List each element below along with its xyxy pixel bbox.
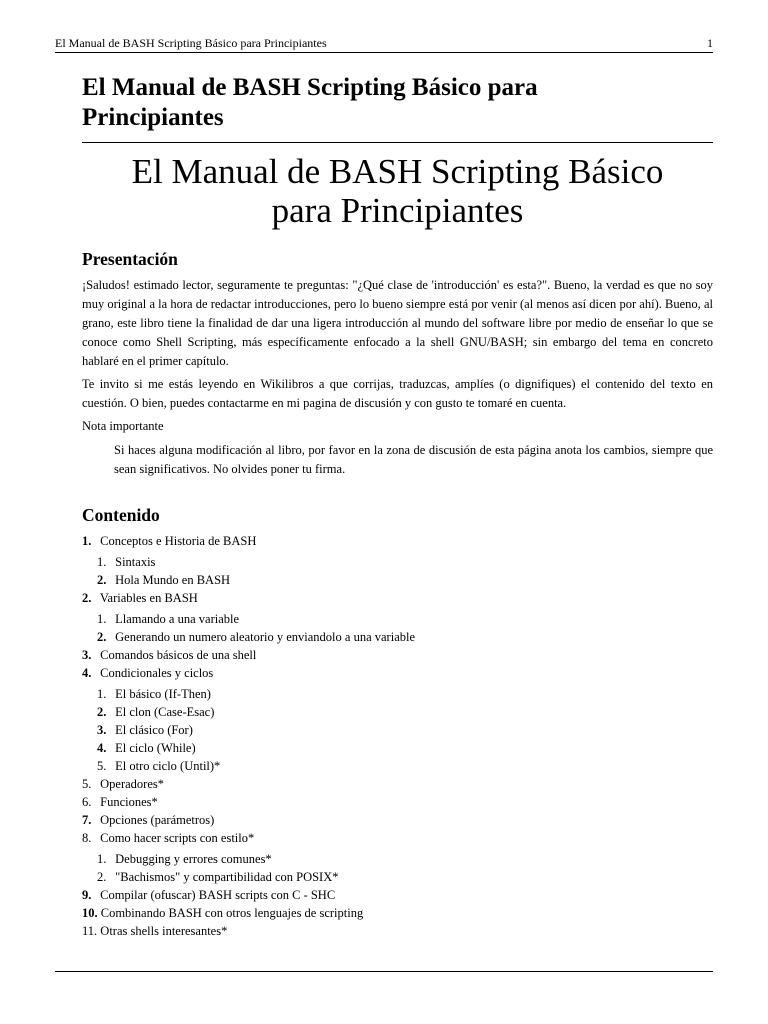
- title-rule: [82, 142, 713, 143]
- toc-item-label: Comandos básicos de una shell: [100, 648, 257, 662]
- page-number: 1: [707, 36, 713, 50]
- toc-item-label: Otras shells interesantes*: [100, 924, 228, 938]
- toc-subitem[interactable]: [82, 739, 713, 757]
- toc-subitem-label: "Bachismos" y compartibilidad con POSIX*: [115, 870, 339, 884]
- toc-subitem-number: 4.: [97, 741, 107, 755]
- toc-item[interactable]: [82, 589, 713, 607]
- toc-item-number: 10.: [82, 906, 98, 920]
- running-header: [55, 36, 713, 50]
- toc-subitem-number: 2.: [97, 705, 107, 719]
- toc-subitem-number: 1.: [97, 612, 107, 626]
- toc-subitem-label: El básico (If-Then): [115, 687, 211, 701]
- toc-item-label: Compilar (ofuscar) BASH scripts con C - SHC: [100, 888, 336, 902]
- toc-subitem[interactable]: [82, 721, 713, 739]
- toc-subitem-label: Hola Mundo en BASH: [115, 573, 231, 587]
- intro-paragraph: ¡Saludos! estimado lector, seguramente te preguntas: "¿Qué clase de 'introducción' es esta?". Bueno, la verdad es que no soy muy original a la hora de redactar introducciones, pero lo bueno siempre está por venir (al menos así dicen por ahí). Bueno, al grano, este libro tiene la finalidad de dar una ligera introducción al mundo del software libre por medio de enseñar lo que se conoce como Shell Scripting, más específicamente enfocado a la shell GNU/BASH; sin embargo del tema en concreto hablaré en el primer capítulo.: [82, 278, 713, 368]
- toc-item-number: 9.: [82, 888, 92, 902]
- table-of-contents: [82, 532, 713, 940]
- toc-subitem[interactable]: [82, 628, 713, 646]
- toc-item-number: 8.: [82, 831, 92, 845]
- running-header-title: El Manual de BASH Scripting Básico para Principiantes: [55, 36, 327, 50]
- toc-item[interactable]: [82, 811, 713, 829]
- toc-subitem[interactable]: [82, 868, 713, 886]
- toc-subitem-number: 1.: [97, 555, 107, 569]
- toc-item-label: Combinando BASH con otros lenguajes de scripting: [100, 906, 364, 920]
- toc-item[interactable]: [82, 646, 713, 664]
- toc-subitem-label: Sintaxis: [115, 555, 156, 569]
- toc-item-number: 1.: [82, 534, 92, 548]
- toc-subitem[interactable]: [82, 553, 713, 571]
- toc-subitem[interactable]: [82, 703, 713, 721]
- toc-item-label: Como hacer scripts con estilo*: [100, 831, 255, 845]
- toc-item[interactable]: [82, 829, 713, 847]
- toc-item[interactable]: [82, 793, 713, 811]
- toc-subitem-number: 1.: [97, 852, 107, 866]
- toc-subitem[interactable]: [82, 757, 713, 775]
- toc-item[interactable]: [82, 886, 713, 904]
- toc-item-label: Opciones (parámetros): [100, 813, 215, 827]
- section-heading-contenido: Contenido: [82, 505, 160, 525]
- toc-subitem-label: El otro ciclo (Until)*: [115, 759, 221, 773]
- toc-item-number: 3.: [82, 648, 92, 662]
- toc-item[interactable]: [82, 664, 713, 682]
- toc-item-number: 2.: [82, 591, 92, 605]
- footer-rule: [55, 971, 713, 972]
- header-rule: [55, 52, 713, 53]
- toc-item-number: 6.: [82, 795, 92, 809]
- toc-item[interactable]: [82, 532, 713, 550]
- toc-subitem-label: El clon (Case-Esac): [115, 705, 215, 719]
- toc-subitem-number: 2.: [97, 870, 107, 884]
- toc-item-number: 11.: [82, 924, 98, 938]
- toc-subitem[interactable]: [82, 685, 713, 703]
- toc-subitem-number: 3.: [97, 723, 107, 737]
- toc-item[interactable]: [82, 775, 713, 793]
- toc-subitem[interactable]: [82, 610, 713, 628]
- toc-item-number: 4.: [82, 666, 92, 680]
- toc-subitem[interactable]: [82, 850, 713, 868]
- toc-item-label: Conceptos e Historia de BASH: [100, 534, 257, 548]
- toc-item-label: Condicionales y ciclos: [100, 666, 214, 680]
- book-title-line-2: para Principiantes: [271, 191, 524, 230]
- toc-subitem-label: El ciclo (While): [115, 741, 196, 755]
- toc-item-number: 7.: [82, 813, 92, 827]
- toc-item-number: 5.: [82, 777, 92, 791]
- toc-item[interactable]: [82, 922, 713, 940]
- section-heading-presentacion: Presentación: [82, 249, 178, 269]
- book-title-line-1: El Manual de BASH Scripting Básico: [131, 152, 664, 191]
- toc-subitem-number: 1.: [97, 687, 107, 701]
- main-content: [82, 247, 713, 940]
- toc-item-label: Funciones*: [100, 795, 158, 809]
- toc-item-label: Variables en BASH: [99, 591, 198, 605]
- toc-subitem[interactable]: [82, 571, 713, 589]
- toc-subitem-number: 2.: [97, 630, 107, 644]
- toc-subitem-number: 2.: [97, 573, 107, 587]
- invite-paragraph: Te invito si me estás leyendo en Wikilibros a que corrijas, traduzcas, amplíes (o dignifiques) el contenido del texto en cuestión. O bien, puedes contactarme en mi pagina de discusión y con gusto te tomaré en cuenta.: [82, 377, 713, 410]
- toc-item[interactable]: [82, 904, 713, 922]
- book-title: [82, 152, 713, 230]
- toc-item-label: Operadores*: [100, 777, 164, 791]
- toc-subitem-label: Debugging y errores comunes*: [115, 852, 272, 866]
- note-label: Nota importante: [82, 419, 164, 433]
- toc-subitem-number: 5.: [97, 759, 107, 773]
- note-quote: Si haces alguna modificación al libro, por favor en la zona de discusión de esta página anota los cambios, siempre que sean significativos. No olvides poner tu firma.: [114, 443, 713, 476]
- document-title: El Manual de BASH Scripting Básico para Principiantes: [82, 74, 538, 131]
- toc-subitem-label: Generando un numero aleatorio y enviandolo a una variable: [115, 630, 416, 644]
- toc-subitem-label: Llamando a una variable: [115, 612, 240, 626]
- toc-subitem-label: El clásico (For): [115, 723, 193, 737]
